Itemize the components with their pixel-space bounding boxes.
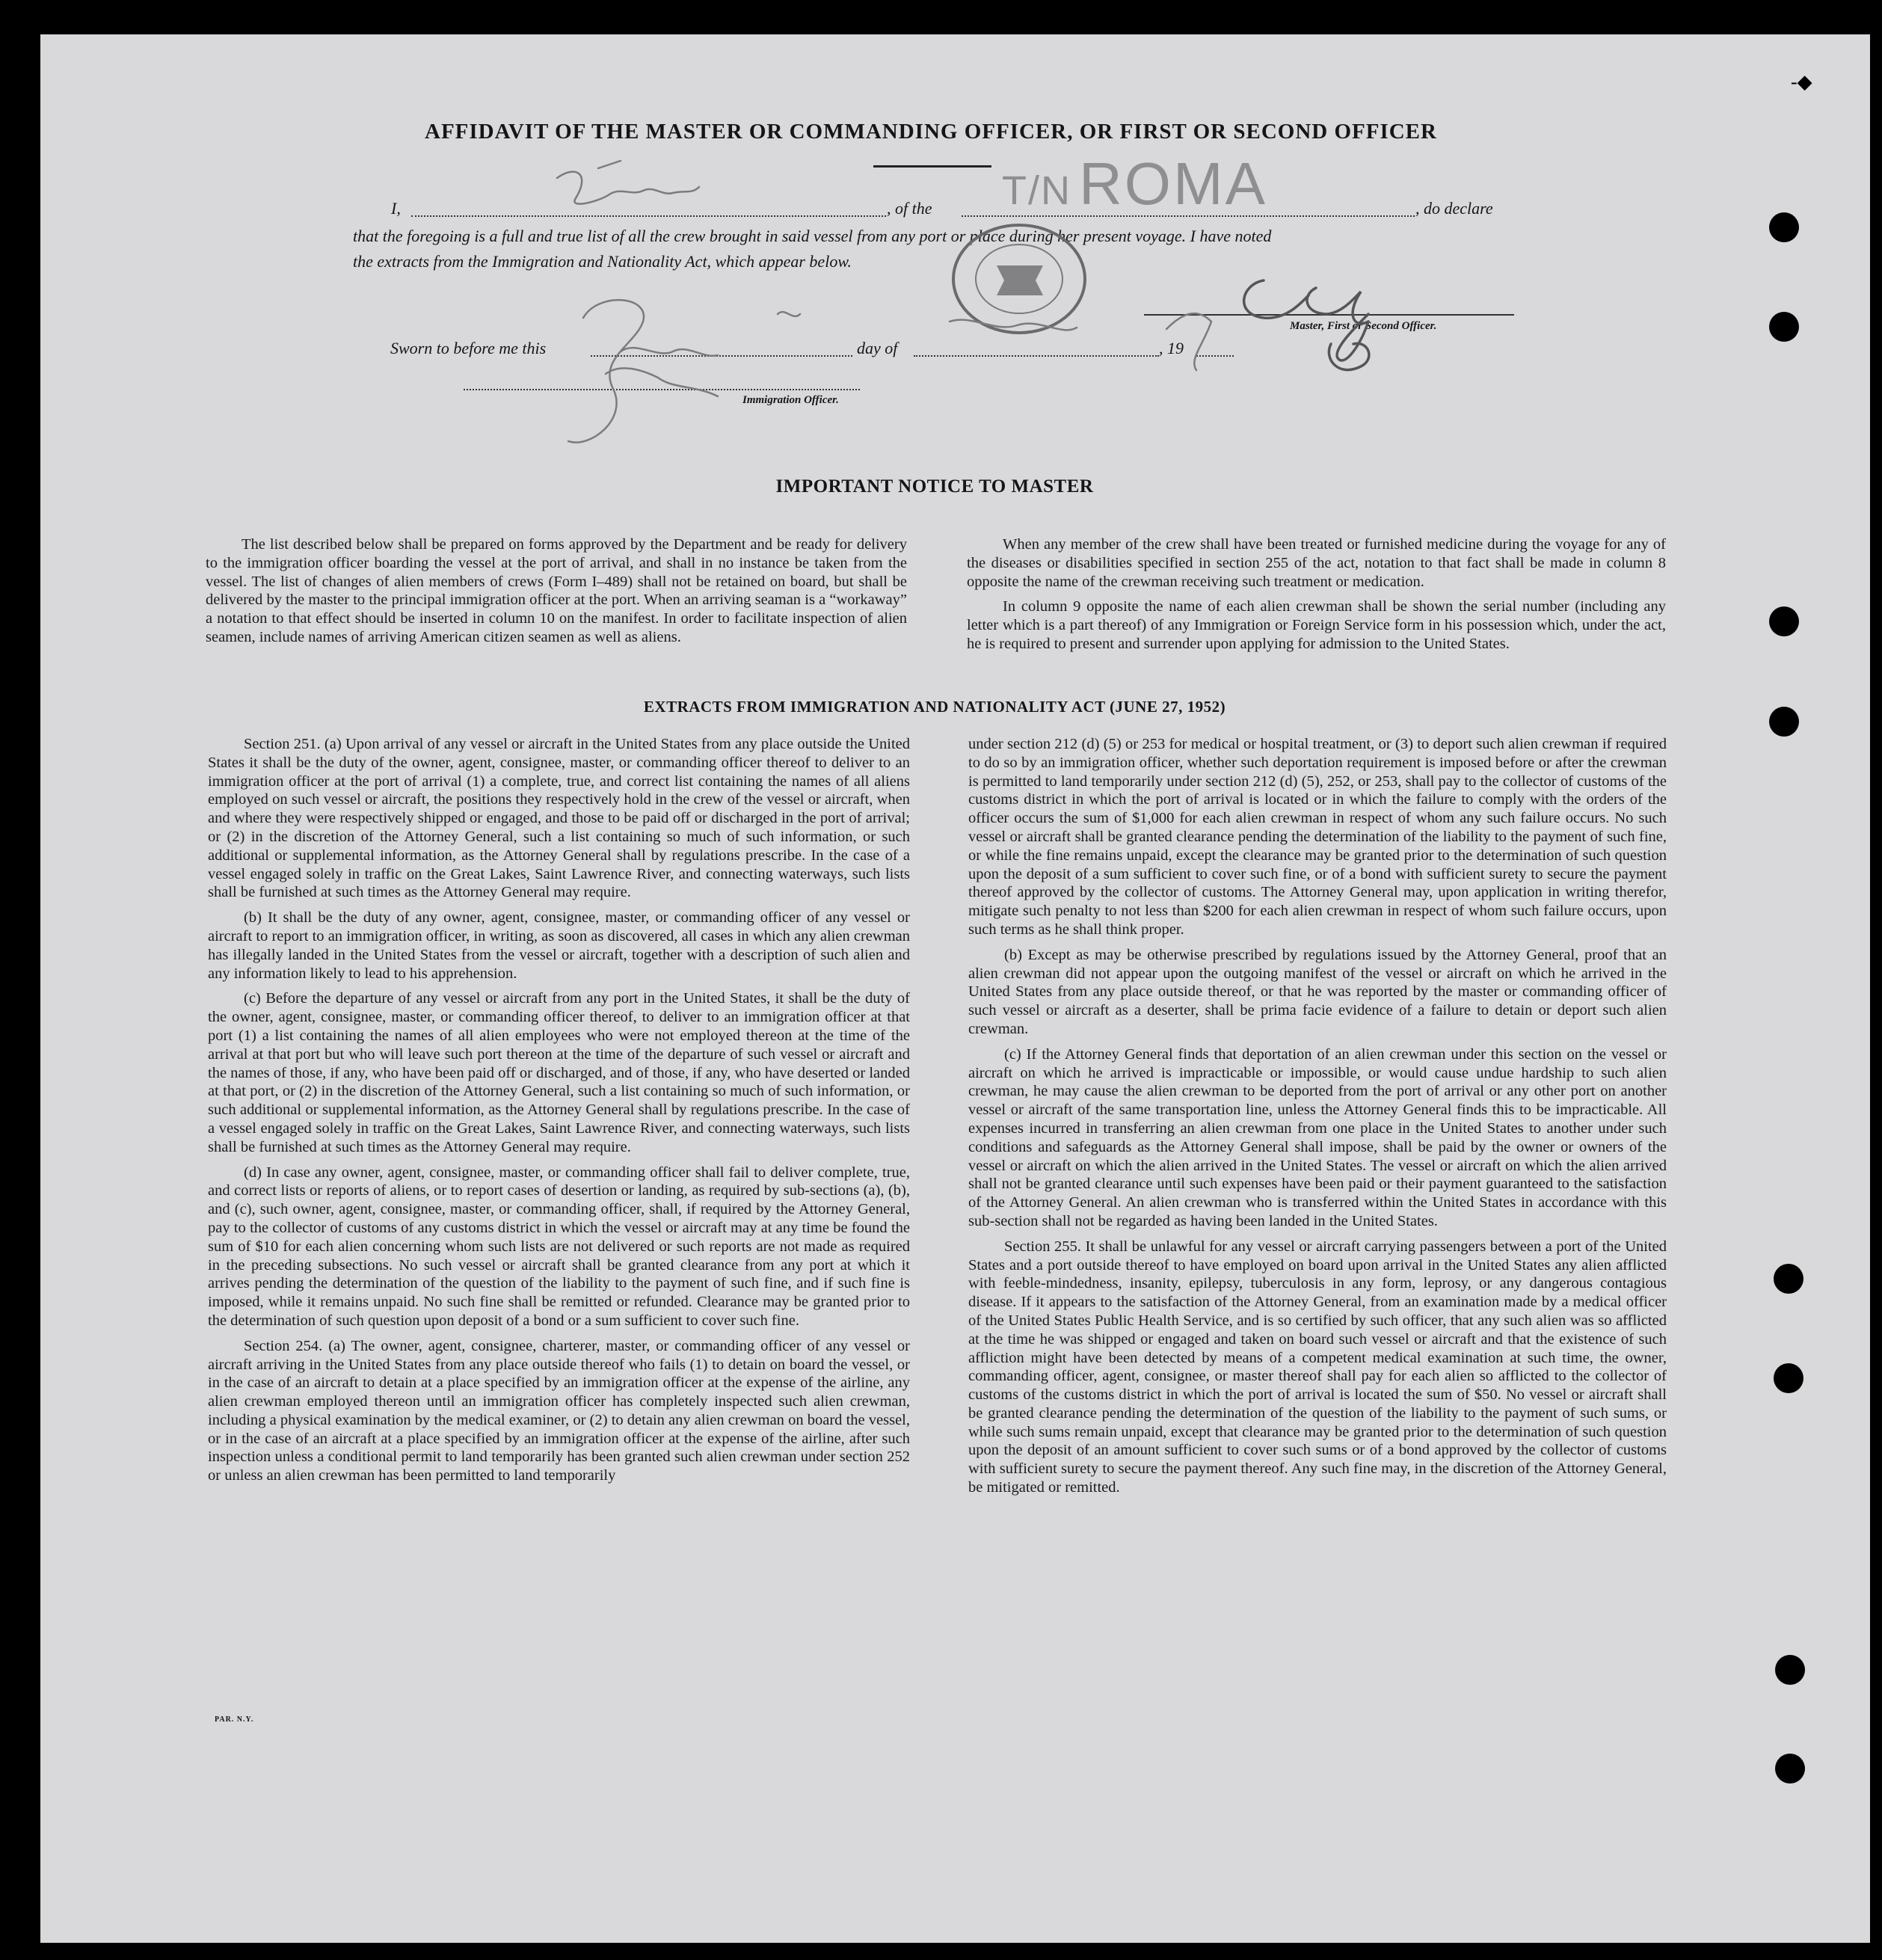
vessel-prefix: T/N — [1002, 168, 1071, 213]
notice-left-column — [206, 535, 907, 654]
notice-right-column — [967, 535, 1666, 660]
punch-hole — [1775, 1655, 1805, 1685]
extracts-title: EXTRACTS FROM IMMIGRATION AND NATIONALITY ACT (JUNE 27, 1952) — [643, 698, 1226, 716]
declarant-prefix: I, — [391, 199, 401, 218]
declaration-line-2: that the foregoing is a full and true list of all the crew brought in said vessel from any port or place during her present voyage. I have noted — [353, 227, 1272, 245]
sworn-month-field[interactable] — [914, 355, 1159, 357]
vessel-name: ROMA — [1079, 150, 1267, 217]
punch-hole — [1775, 1754, 1805, 1784]
title-rule — [873, 165, 991, 168]
section-254-b: (b) Except as may be otherwise prescribed by regulations issued by the Attorney General, proof that an alien crewman did not appear upon the outgoing manifest of the vessel or aircraft on which he arrived in the United States from any place outside thereof, or that he was reported by the master or commanding officer of such vessel or aircraft as a deserter, shall be prima facie evidence of a failure to detain or deport such alien crewman. — [968, 946, 1667, 1037]
notice-paragraph: When any member of the crew shall have been treated or furnished medicine during the voyage for any of the diseases or disabilities specified in section 255 of the act, notation to that fact shall be made in column 8 opposite the name of the crewman receiving such treatment or medication. — [967, 536, 1666, 590]
declarant-name-field[interactable] — [411, 215, 886, 217]
section-251-c: (c) Before the departure of any vessel or aircraft from any port in the United States, it shall be the duty of the owner, agent, consignee, master, or commanding officer thereof, to deliver to an immigration officer at that port (1) a list containing the names of all alien employees who were not employed thereon at the time of the arrival at that port but who will leave such port thereon at the time of the departure of such vessel or aircraft and the names of those, if any, who have been paid off or discharged, and of those, if any, who have deserted or landed at that port, or (2) in the discretion of the Attorney General, such a list containing so much of such information, or such additional or supplemental information, as the Attorney General shall by regulations prescribe. In the case of a vessel engaged solely in traffic on the Great Lakes, Saint Lawrence River, and connecting waterways, such lists shall be furnished at such times as the Attorney General may require. — [208, 990, 910, 1155]
notice-paragraph: In column 9 opposite the name of each alien crewman shall be shown the serial number (including any letter which is a part thereof) of any Immigration or Foreign Service form in his possession which, under the act, he is required to present and surrender upon applying for admission to the United States. — [967, 598, 1666, 652]
sworn-year-field[interactable] — [1196, 355, 1234, 357]
punch-hole — [1769, 212, 1799, 242]
day-of-label: day of — [857, 339, 898, 357]
section-254-a: Section 254. (a) The owner, agent, consignee, charterer, master, or commanding officer of any vessel or aircraft arriving in the United States from any place outside thereof who fails (1) to detain on board the vessel, or in the case of an aircraft to detain at a place specified by an immigration officer at the expense of the airline, any alien crewman employed thereon until an immigration officer has completely inspected such alien crewman, including a physical examination by the medical examiner, or (2) to detain any alien crewman on board the vessel, or in the case of an aircraft at a place specified by an immigration officer at the expense of the airline, after such inspection unless a conditional permit to land temporarily has been granted such alien crewman under section 252 or unless an alien crewman has been permitted to land temporarily — [208, 1337, 910, 1484]
sworn-day-field[interactable] — [591, 355, 852, 357]
year-label: , 19 — [1159, 339, 1184, 357]
section-254-c: (c) If the Attorney General finds that deportation of an alien crewman under this section on the vessel or aircraft on which he arrived is impracticable or impossible, or would cause undue hardship to such alien crewman, he may cause the alien crewman to be deported from the port of arrival or any other port on another vessel or aircraft of the same transportation line, unless the Attorney General finds this to be impracticable. All expenses incurred in transferring an alien crewman from one place in the United States to another under such conditions and safeguards as the Attorney General shall impose, shall be paid by the owner or owners of the vessel or aircraft on which the alien arrived in the United States. The vessel or aircraft on which the alien arrived shall not be granted clearance until such expenses have been paid or their payment guaranteed to the satisfaction of the Attorney General. An alien crewman who is transferred within the United States in accordance with this sub-section shall not be regarded as having been landed in the United States. — [968, 1045, 1667, 1229]
section-255: Section 255. It shall be unlawful for any vessel or aircraft carrying passengers between a port of the United States and a port outside thereof to have employed on board upon arrival in the United States any alien afflicted with feeble-mindedness, insanity, epilepsy, tuberculosis in any form, leprosy, or any dangerous contagious disease. If it appears to the satisfaction of the Attorney General, from an examination made by a medical officer of the United States Public Health Service, and is so certified by such officer, that any such alien was so afflicted at the time he was shipped or engaged and taken on board such vessel or aircraft and that the existence of such affliction might have been detected by means of a competent medical examination at such time, the owner, commanding officer, agent, consignee, or master thereof shall pay for each alien so afflicted to the collector of customs of the customs district in which the port of arrival is located the sum of $50. No vessel or aircraft shall be granted clearance pending the determination of the question of the liability to the payment of such sums, or while such sums remain unpaid, except that clearance may be granted prior to the determination of such question upon the deposit of an amount sufficient to cover such sums or of a bond approved by the collector of customs with sufficient surety to secure the payment thereof. Any such fine may, in the discretion of the Attorney General, be mitigated or remitted. — [968, 1238, 1667, 1496]
section-251-b: (b) It shall be the duty of any owner, agent, consignee, master, or commanding officer of any vessel or aircraft to report to an immigration officer, in writing, as soon as discovered, all cases in which any alien crewman has illegally landed in the United States from the vessel or aircraft, together with a description of such alien and any information likely to lead to his apprehension. — [208, 909, 910, 982]
notice-paragraph: The list described below shall be prepared on forms approved by the Department and be ready for delivery to the immigration officer boarding the vessel at the port of arrival, and shall in no instance be taken from the vessel. The list of changes of alien members of crews (Form I–489) shall not be retained on board, but shall be delivered by the master to the principal immigration officer at the port. When an arriving seaman is a “workaway” a notation to that effect should be inserted in column 10 on the manifest. In order to facilitate inspection of alien seamen, include names of arriving American citizen seamen as well as aliens. — [206, 536, 907, 645]
port-seal-stamp — [931, 221, 1095, 340]
sworn-label: Sworn to before me this — [390, 339, 547, 357]
of-the-label: , of the — [887, 199, 932, 218]
vessel-name-stamp — [1002, 150, 1267, 218]
punch-hole — [1769, 312, 1799, 342]
notice-title: IMPORTANT NOTICE TO MASTER — [775, 476, 1094, 497]
master-officer-label: Master, First or Second Officer. — [1290, 320, 1437, 332]
punch-hole — [1769, 606, 1799, 636]
affidavit-title: AFFIDAVIT OF THE MASTER OR COMMANDING OFFICER, OR FIRST OR SECOND OFFICER — [425, 120, 1437, 144]
printer-mark: PAR. N.Y. — [215, 1715, 254, 1724]
declaration-line-3: the extracts from the Immigration and Nationality Act, which appear below. — [353, 252, 852, 271]
section-251-d: (d) In case any owner, agent, consignee, master, or commanding officer shall fail to deliver complete, true, and correct lists or reports of aliens, or to report cases of desertion or landing, as required by sub-sections (a), (b), and (c), such owner, agent, consignee, master, or commanding officer, shall, if required by the Attorney General, pay to the collector of customs of any customs district in which the vessel or aircraft may at any time be found the sum of $10 for each alien concerning whom such lists are not delivered or such reports are not made as required in the preceding subsections. No such vessel or aircraft shall be granted clearance from any port at which it arrives pending the determination of the question of the liability to the payment of such fine, and if such fine is imposed, while it remains unpaid. No such fine shall be remitted or refunded. Clearance may be granted prior to the determination of such question upon deposit of a bond or a sum sufficient to cover such fine. — [208, 1164, 910, 1329]
punch-hole — [1774, 1363, 1803, 1393]
do-declare-label: , do declare — [1415, 199, 1493, 218]
section-251-a: Section 251. (a) Upon arrival of any vessel or aircraft in the United States from any place outside the United States it shall be the duty of the owner, agent, consignee, master, or commanding officer thereof to deliver to an immigration officer at the port of arrival (1) a complete, true, and correct list containing the names of all aliens employed on such vessel or aircraft, the positions they respectively hold in the crew of the vessel or aircraft, when and where they were respectively shipped or engaged, and those to be paid off or discharged in the port of arrival; or (2) in the discretion of the Attorney General, such a list containing so much of such information, or such additional or supplemental information, as the Attorney General shall by regulations prescribe. In the case of a vessel engaged solely in traffic on the Great Lakes, Saint Lawrence River, and connecting waterways, such lists shall be furnished at such times as the Attorney General may require. — [208, 736, 910, 901]
immigration-officer-signature-line[interactable] — [464, 389, 860, 390]
section-254-a-continued: under section 212 (d) (5) or 253 for medical or hospital treatment, or (3) to deport such alien crewman if required to do so by an immigration officer, whether such deportation requirement is imposed before or after the crewman is permitted to land temporarily under section 212 (d) (5), 252, or 253, shall pay to the collector of customs of the customs district in which the port of arrival is located or in which the failure to comply with the orders of the officer occurs the sum of $1,000 for each alien crewman in respect of whom any such failure occurs. No such vessel or aircraft shall be granted clearance pending the determination of the liability to the payment of such fine, or while the fine remains unpaid, except the clearance may be granted prior to the determination of such question upon the deposit of a sum sufficient to cover such fine, or of a bond with sufficient surety to secure the payment thereof approved by the collector of customs. The Attorney General may, upon application in writing therefor, mitigate such penalty to not less than $200 for each alien crewman in respect of whom such failure occurs, upon such terms as he shall think proper. — [968, 736, 1667, 938]
extracts-right-column — [968, 735, 1667, 1504]
corner-mark: ‐◆ — [1791, 71, 1812, 93]
immigration-officer-label: Immigration Officer. — [742, 394, 839, 406]
officer-signature-line[interactable] — [1144, 314, 1514, 316]
punch-hole — [1774, 1264, 1803, 1294]
punch-hole — [1769, 707, 1799, 737]
extracts-left-column — [208, 735, 910, 1492]
